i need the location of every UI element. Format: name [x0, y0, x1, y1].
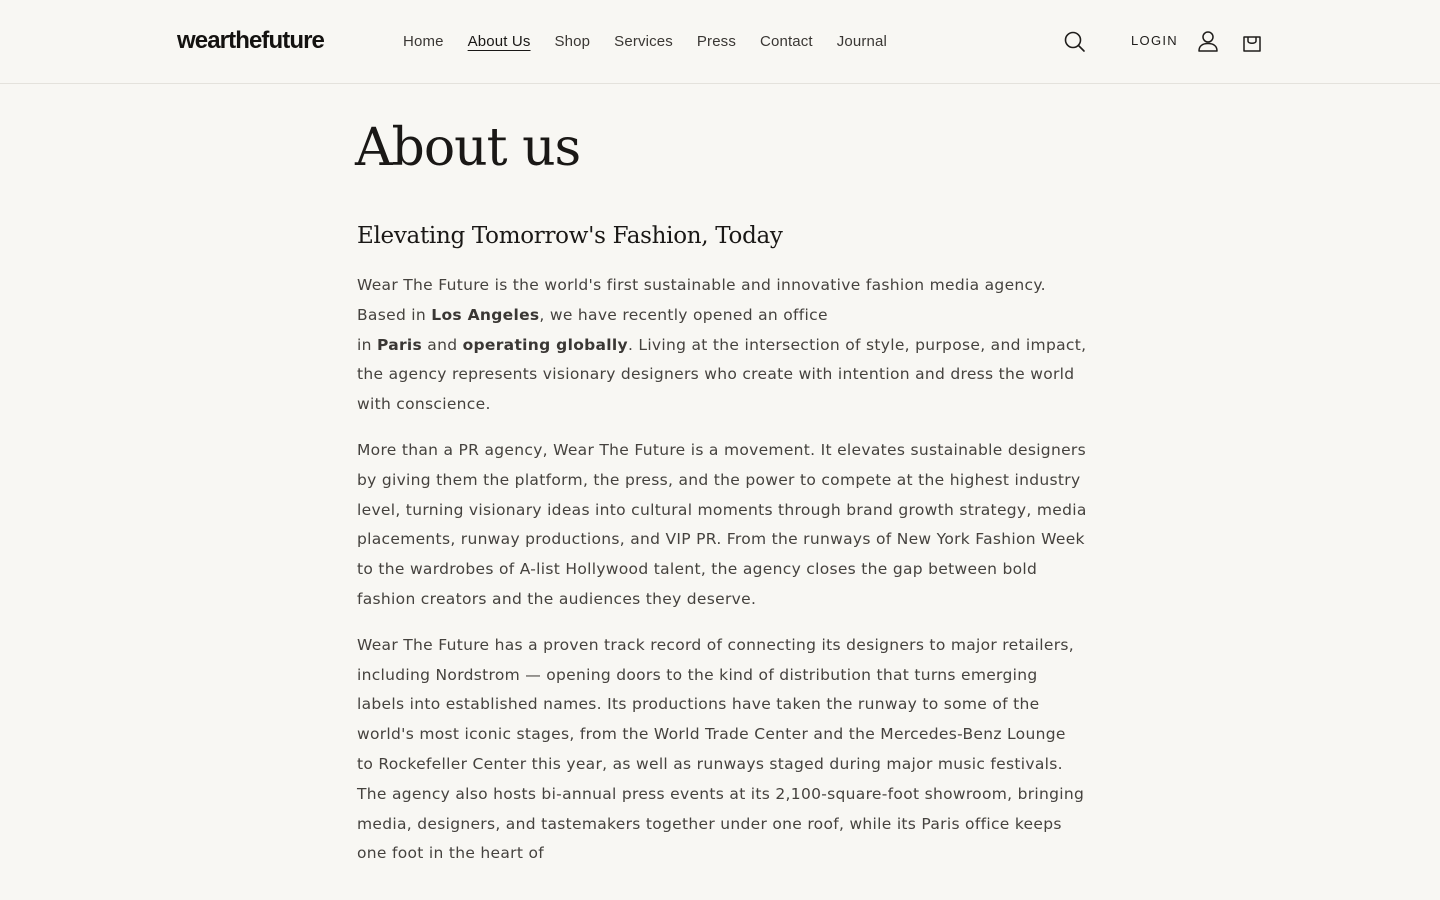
account-button[interactable]: [1196, 29, 1220, 55]
cart-icon: [1240, 29, 1264, 55]
nav-press[interactable]: Press: [696, 33, 736, 50]
location-paris: Paris: [376, 335, 423, 354]
movement-paragraph: More than a PR agency, Wear The Future is a movement. It elevates sustainable designers by giving them the platform, the press, and the power to compete at the highest industry level, turning visionary ideas into cultural moments through brand growth strategy, media placements, runway productions, and VIP PR. From the runways of New York Fashion Week to the wardrobes of A-list Hollywood talent, the agency closes the gap between bold fashion creators and the audiences they deserve.: [357, 440, 1087, 608]
location-los-angeles: Los Angeles: [431, 305, 540, 324]
intro-paragraph: [357, 271, 1087, 420]
site-header: [0, 0, 1440, 84]
nav-contact[interactable]: Contact: [759, 33, 813, 50]
nav-shop[interactable]: Shop: [554, 33, 591, 50]
intro-text: , we have recently opened an office: [539, 305, 828, 324]
nav-home[interactable]: Home: [403, 33, 444, 50]
user-icon: [1196, 29, 1220, 55]
nav-services[interactable]: Services: [614, 33, 673, 50]
intro-text: Wear The Future is the world's first sustainable and innovative fashion media agency. Based in: [357, 276, 1046, 324]
intro-text: and: [422, 335, 463, 354]
page-title: About us: [355, 118, 581, 178]
nav-journal[interactable]: Journal: [836, 33, 887, 50]
intro-text: in: [357, 335, 377, 354]
about-body: [357, 271, 1087, 885]
section-heading: Elevating Tomorrow's Fashion, Today: [357, 223, 783, 249]
main-nav: [403, 30, 911, 54]
track-record-paragraph: Wear The Future has a proven track record of connecting its designers to major retailers, including Nordstrom — opening doors to the kind of distribution that turns emerging labels into established names. Its productions have taken the runway to some of the world's most iconic stages, from the World Trade Center and the Mercedes-Benz Lounge to Rockefeller Center this year, as well as runways staged during major music festivals. The agency also hosts bi-annual press events at its 2,100-square-foot showroom, bringing media, designers, and tastemakers together under one roof, while its Paris office keeps one foot in the heart of: [357, 635, 1085, 863]
login-link[interactable]: LOGIN: [1131, 33, 1178, 48]
operating-globally: operating globally: [462, 335, 628, 354]
nav-about-us[interactable]: About Us: [467, 33, 531, 50]
logo[interactable]: wearthefuture: [177, 27, 324, 54]
search-icon: [1062, 29, 1088, 55]
cart-button[interactable]: [1240, 29, 1264, 55]
intro-text: . Living at the intersection of style, purpose, and impact, the agency represents visionary designers who create with intention and dress the world with conscience.: [357, 335, 1087, 414]
search-button[interactable]: [1062, 29, 1088, 55]
